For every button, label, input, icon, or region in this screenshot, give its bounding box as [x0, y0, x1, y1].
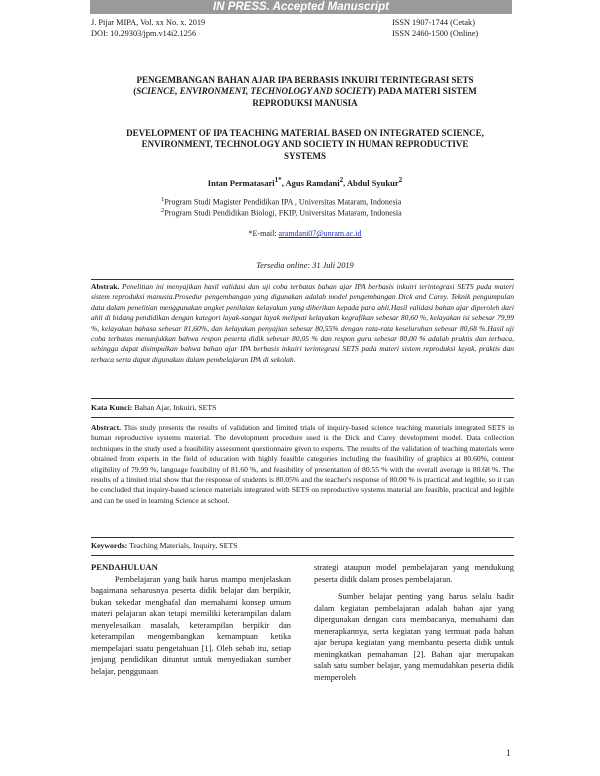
- issn-info: [392, 18, 478, 39]
- author-2-sup: 2: [339, 176, 344, 184]
- journal-doi: DOI: 10.29303/jpm.v14i2.1256: [91, 28, 197, 38]
- title-id-line2-rest: ) PADA MATERI SISTEM: [372, 86, 477, 97]
- keywords-en-text: Teaching Materials, Inquiry, SETS: [127, 541, 238, 550]
- author-1: Intan Permatasari: [207, 177, 275, 188]
- body-column-left: [91, 562, 291, 677]
- author-sep: ,: [281, 177, 286, 188]
- abstract-en-text: This study presents the results of validation and limited trials of inquiry-based science teaching materials integrated SETS in human reproductive systems material. The development procedure used is the Dick and Carey development model. Data collection techniques in the study used a feasibility assessment questionnaire given to experts. The results of the validation of teaching materials were obtained from experts in the field of education with highly feasible categories including the feasibility of graphics at 80.60%, content eligibility of 79.99 %, language feasibility of 81.60 %, and feasibility of presentation of 80.55 % with the overall average is 80.68 %. The results of a limited trial show that the response of students is 80.05% and the teacher's response of 80.00 % is practical and legible, so it can be concluded that inquiry-based science materials integrated with SETS on reproductive systems material are feasible, practical and legible and can be used in learning Science at school.: [91, 423, 514, 505]
- affiliation-2-text: Program Studi Pendidikan Biologi, FKIP, Universitas Mataram, Indonesia: [164, 208, 402, 218]
- author-1-sup: 1*: [274, 176, 282, 184]
- author-2: Agus Ramdani: [285, 177, 340, 188]
- divider: [91, 417, 514, 418]
- issn-print: ISSN 1907-1744 (Cetak): [392, 18, 475, 27]
- title-en-line3: SYSTEMS: [283, 150, 327, 161]
- journal-citation: J. Pijar MIPA, Vol. xx No. x. 2019: [91, 18, 206, 27]
- email-label: *E-mail:: [248, 229, 279, 238]
- divider: [91, 555, 514, 556]
- body-paragraph: Sumber belajar penting yang harus selalu hadir dalam kegiatan pembelajaran adalah bahan ajar yang dipergunakan dengan cara membacanya, memahami dan menerapkannya, serta kegiatan yang termuat pada bahan ajar berupa kegiatan yang membantu peserta didik untuk meningkatkan pemahaman [2]. Bahan ajar merupakan salah satu sumber belajar, yang memudahkan peserta didik memperoleh: [314, 592, 514, 682]
- page-number: 1: [506, 748, 511, 758]
- body-paragraph: strategi ataupun model pembelajaran yang mendukung peserta didik dalam proses pembelajaran.: [314, 563, 514, 584]
- author-3: Abdul Syukur: [346, 177, 399, 188]
- title-english: [110, 128, 500, 162]
- title-id-line1: PENGEMBANGAN BAHAN AJAR IPA BERBASIS INKUIRI TERINTEGRASI SETS: [136, 75, 474, 85]
- keywords-english: [91, 541, 238, 550]
- corresponding-email: [100, 229, 510, 238]
- keywords-id-text: Bahan Ajar, Inkuiri, SETS: [132, 403, 217, 412]
- title-en-line1: DEVELOPMENT OF IPA TEACHING MATERIAL BASED ON INTEGRATED SCIENCE,: [126, 128, 484, 138]
- abstract-id-label: Abstrak.: [91, 282, 120, 291]
- title-id-line3: REPRODUKSI MANUSIA: [252, 97, 358, 108]
- online-date: Tersedia online: 31 Juli 2019: [256, 261, 354, 270]
- abstract-en-label: Abstract.: [91, 423, 121, 432]
- keywords-en-label: Keywords:: [91, 541, 128, 550]
- title-en-line2: ENVIRONMENT, TECHNOLOGY AND SOCIETY IN HUMAN REPRODUCTIVE: [141, 139, 469, 150]
- affiliation-1-text: Program Studi Magister Pendidikan IPA , Universitas Mataram, Indonesia: [164, 197, 402, 207]
- abstract-id-text: Penelitian ini menyajikan hasil validasi dan uji coba terbatas bahan ajar IPA berbasis inkuiri terintegrasi SETS pada materi sistem reproduksi manusia.Prosedur pengembangan yang digunakan adalah model pengembangan Dick and Carey. Teknik pengumpulan data dalam penelitian menggunakan angket penilaian kelayakan yang diberikan kepada para ahli.Hasil validasi bahan ajar diperoleh dari ahli di bidang pendidikan dengan kategori layak-sangat layak meliputi kelayakan kegrafikan sebesar 80,60 %, kelayakan isi sebesar 79,99 %, kelayakan bahasa sebesar 81,60%, dan kelayakan penyajian sebesar 80,55% dengan rata-rata keseluruhan sebesar 80,68 %.Hasil uji coba terbatas menunjukkan bahwa respon peserta didik sebesar 80,05 % dan respon guru sebesar 80,00 % adalah praktis dan terbaca, sehingga dapat disimpulkan bahwa bahan ajar IPA berbasis inkuiri terintegrasi SETS pada materi sistem reproduksi layak, praktis dan terbaca serta dapat digunakan dalam pembelajaran IPA di sekolah.: [91, 282, 514, 364]
- title-indonesian: [110, 75, 500, 109]
- abstract-indonesian: [91, 282, 514, 365]
- title-id-paren: (: [133, 86, 137, 97]
- in-press-banner: IN PRESS. Accepted Manuscript: [90, 0, 512, 14]
- title-id-line2: [110, 86, 500, 97]
- journal-info: [91, 18, 205, 39]
- issn-online: ISSN 2460-1500 (Online): [392, 28, 479, 38]
- affiliation-2-sup: 2: [161, 207, 165, 214]
- section-heading: PENDAHULUAN: [91, 562, 158, 572]
- keywords-id-label: Kata Kunci:: [91, 403, 133, 412]
- author-sep: ,: [343, 177, 347, 188]
- email-link[interactable]: aramdani07@unram.ac.id: [278, 229, 362, 238]
- body-column-right: [314, 562, 514, 683]
- abstract-english: [91, 423, 514, 506]
- affiliation-2: [161, 206, 402, 219]
- divider: [91, 537, 514, 538]
- affiliation-1-sup: 1: [161, 196, 165, 203]
- title-id-italic: SCIENCE, ENVIRONMENT, TECHNOLOGY AND SOCIETY: [136, 86, 373, 97]
- divider: [91, 398, 514, 399]
- keywords-indonesian: [91, 403, 217, 412]
- divider: [91, 279, 514, 280]
- author-list: [100, 176, 510, 188]
- body-paragraph: Pembelajaran yang baik harus mampu menjelaskan bagaimana seharusnya peserta didik belajar dan berpikir, bukan sekedar menghafal dan memahami konsep umum materi pelajaran akan tetapi memiliki keterampilan dalam menyelesaikan masalah, keterampilan berpikir dan keterampilan mengembangkan kemampuan ketika mempelajari suatu pengetahuan [1]. Oleh sebab itu, setiap jenjang pendidikan dituntut untuk menyediakan sumber belajar, penggunaan: [91, 574, 291, 676]
- author-3-sup: 2: [398, 176, 403, 184]
